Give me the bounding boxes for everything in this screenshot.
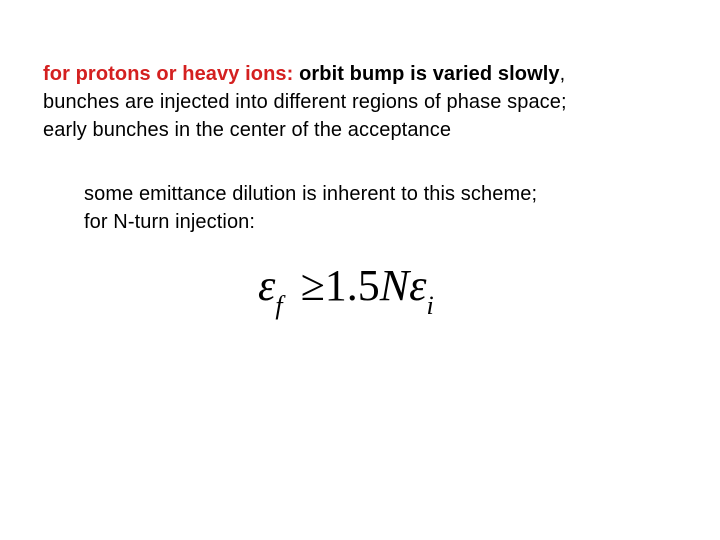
formula-variable: N bbox=[379, 261, 410, 310]
formula-relation: ≥ bbox=[300, 261, 325, 310]
formula-rhs-symbol: ε bbox=[409, 261, 427, 310]
sub-paragraph-line-2: for N-turn injection: bbox=[84, 211, 256, 233]
emphasis-bold-text: orbit bump is varied slowly bbox=[299, 63, 560, 85]
formula-rhs-subscript: i bbox=[426, 291, 434, 320]
emittance-formula bbox=[258, 261, 434, 320]
formula-lhs-subscript: f bbox=[275, 291, 283, 320]
formula-lhs-symbol: ε bbox=[258, 261, 276, 310]
main-paragraph-line-1 bbox=[43, 60, 703, 88]
main-paragraph-line-3: early bunches in the center of the acceptance bbox=[43, 119, 452, 141]
emphasis-red-text: for protons or heavy ions: bbox=[43, 63, 294, 85]
sub-paragraph bbox=[84, 180, 704, 236]
line-1-tail: , bbox=[559, 63, 566, 85]
main-paragraph-line-2: bunches are injected into different regions of phase space; bbox=[43, 91, 567, 113]
formula-coefficient: 1.5 bbox=[324, 261, 380, 310]
sub-paragraph-line-1: some emittance dilution is inherent to this scheme; bbox=[84, 183, 538, 205]
main-paragraph bbox=[43, 60, 703, 144]
